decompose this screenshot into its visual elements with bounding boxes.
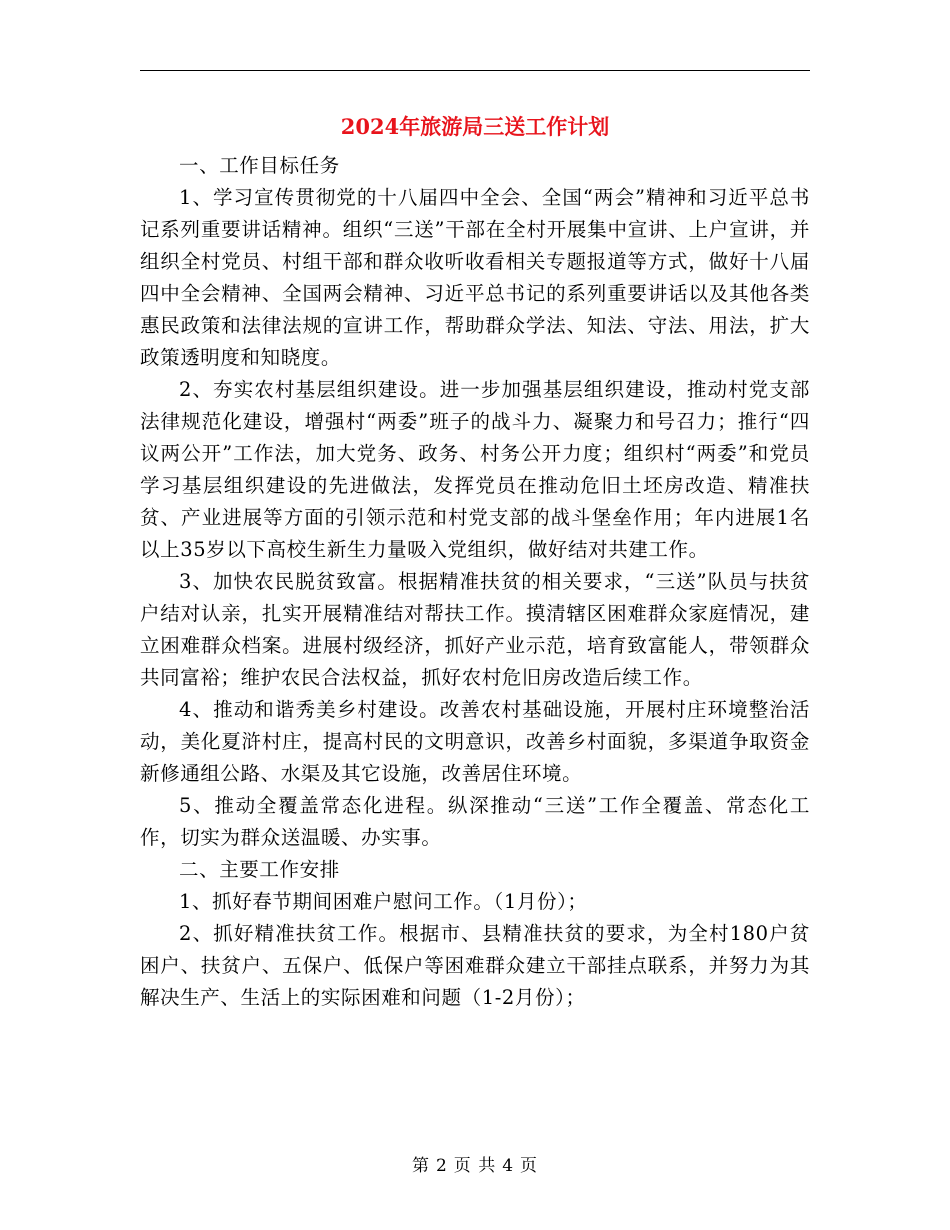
footer-prefix: 第 <box>411 1156 430 1176</box>
paragraph-arrangement-1: 1、抓好春节期间困难户慰问工作。（1月份）； <box>179 890 588 913</box>
footer-total-pages: 4 <box>502 1156 515 1176</box>
section-heading-arrangements: 二、主要工作安排 <box>179 858 340 881</box>
document-body <box>140 150 810 1014</box>
document-title: 2024年旅游局三送工作计划 <box>340 114 610 139</box>
paragraph-goal-2: 2、夯实农村基层组织建设。进一步加强基层组织建设，推动村党支部法律规范化建设，增强村“两委”班子的战斗力、凝聚力和号召力；推行“四议两公开”工作法，加大党务、政务、村务公开力度；组织村“两委”和党员学习基层组织建设的先进做法，发挥党员在推动危旧土坯房改造、精准扶贫、产业进展等方面的引领示范和村党支部的战斗堡垒作用；年内进展1名以上35岁以下高校生新生力量吸入党组织，做好结对共建工作。 <box>140 378 810 561</box>
paragraph-goal-1: 1、学习宣传贯彻党的十八届四中全会、全国“两会”精神和习近平总书记系列重要讲话精神。组织“三送”干部在全村开展集中宣讲、上户宣讲，并组织全村党员、村组干部和群众收听收看相关专题报道等方式，做好十八届四中全会精神、全国两会精神、习近平总书记的系列重要讲话以及其他各类惠民政策和法律法规的宣讲工作，帮助群众学法、知法、守法、用法，扩大政策透明度和知晓度。 <box>140 186 810 369</box>
section-heading-goals: 一、工作目标任务 <box>179 154 340 177</box>
footer-current-page: 2 <box>435 1156 448 1176</box>
paragraph-goal-4: 4、推动和谐秀美乡村建设。改善农村基础设施，开展村庄环境整治活动，美化夏浒村庄，提高村民的文明意识，改善乡村面貌，多渠道争取资金新修通组公路、水渠及其它设施，改善居住环境。 <box>140 698 810 785</box>
paragraph-goal-3: 3、加快农民脱贫致富。根据精准扶贫的相关要求，“三送”队员与扶贫户结对认亲，扎实开展精准结对帮扶工作。摸清辖区困难群众家庭情况，建立困难群众档案。进展村级经济，抓好产业示范，培育致富能人，带领群众共同富裕；维护农民合法权益，抓好农村危旧房改造后续工作。 <box>140 570 810 689</box>
footer-middle: 页 共 <box>453 1156 497 1176</box>
footer-suffix: 页 <box>520 1156 539 1176</box>
paragraph-arrangement-2: 2、抓好精准扶贫工作。根据市、县精准扶贫的要求，为全村180户贫困户、扶贫户、五保户、低保户等困难群众建立干部挂点联系，并努力为其解决生产、生活上的实际困难和问题（1-2月份）； <box>140 922 810 1009</box>
page-number-footer <box>0 1154 950 1178</box>
header-rule <box>140 70 810 71</box>
paragraph-goal-5: 5、推动全覆盖常态化进程。纵深推动“三送”工作全覆盖、常态化工作，切实为群众送温暖、办实事。 <box>140 794 810 849</box>
